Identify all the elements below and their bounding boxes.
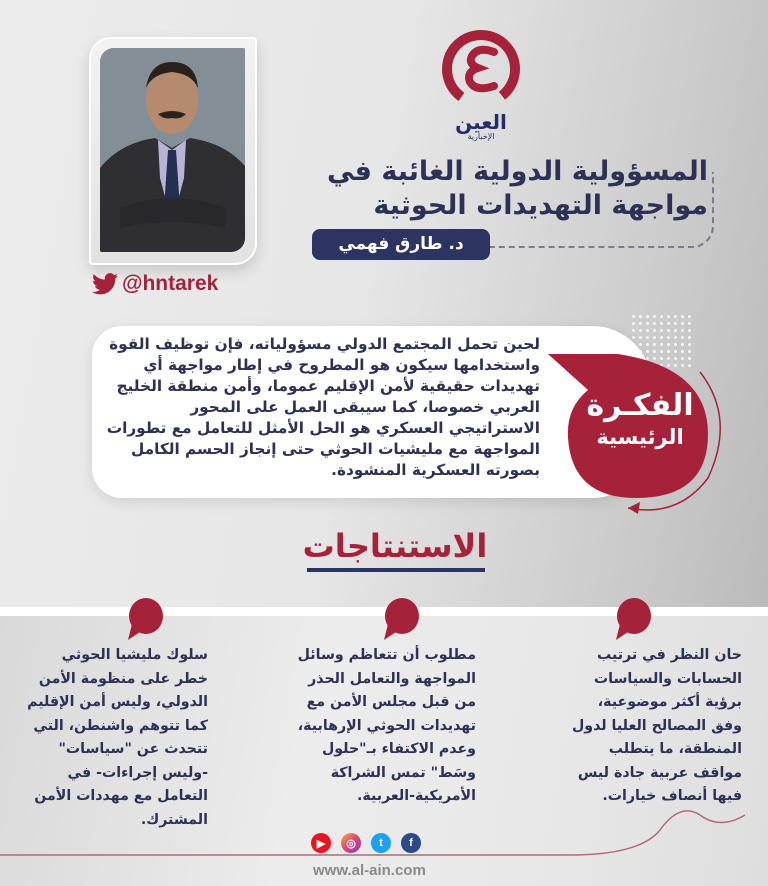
conclusion-item-3: سلوك مليشيا الحوثي خطر على منظومة الأمن الدولي، وليس أمن الإقليم كما تتوهم واشنطن، التي تتحدث عن "سياسات" -وليس إجراءات- في التعامل مع مهددات الأمن المشترك. bbox=[27, 647, 208, 828]
author-name: د. طارق فهمي bbox=[312, 229, 490, 260]
speech-bubble-icon bbox=[124, 596, 164, 646]
twitter-handle-text: @hntarek bbox=[122, 272, 219, 295]
logo-subtext: الإخبارية bbox=[467, 132, 495, 141]
badge-line-2: الرئيسية bbox=[596, 425, 684, 449]
instagram-icon[interactable]: ◎ bbox=[341, 833, 361, 853]
speech-bubble-icon bbox=[612, 596, 652, 646]
facebook-icon[interactable]: f bbox=[401, 833, 421, 853]
conclusion-item-2: مطلوب أن تتعاظم وسائل المواجهة والتعامل الحذر من قبل مجلس الأمن مع تهديدات الحوثي الإرهابية، وعدم الاكتفاء بـ"حلول وسَط" تمس الشراكة الأمريكية-العربية. bbox=[297, 647, 476, 804]
al-ain-emblem-icon bbox=[438, 28, 524, 108]
al-ain-logo bbox=[438, 28, 524, 141]
website-link[interactable]: www.al-ain.com bbox=[313, 862, 426, 879]
main-idea-badge-label bbox=[580, 388, 700, 450]
twitter-icon bbox=[92, 273, 118, 295]
badge-line-1: الفكـرة bbox=[586, 388, 694, 423]
twitter-handle[interactable] bbox=[92, 272, 218, 296]
conclusion-item-1: حان النظر في ترتيب الحسابات والسياسات برؤية أكثر موضوعية، وفق المصالح العليا لدول المنطقة، ما يتطلب مواقف عربية جادة ليس فيها أنصاف خيارات. bbox=[571, 647, 742, 804]
speech-bubble-icon bbox=[380, 596, 420, 646]
twitter-icon[interactable]: t bbox=[371, 833, 391, 853]
social-links bbox=[311, 833, 421, 853]
logo-text: العين bbox=[455, 110, 507, 134]
author-photo bbox=[100, 48, 245, 252]
conclusions-title: الاستنتاجات bbox=[302, 527, 488, 565]
conclusions-underline bbox=[307, 568, 485, 572]
main-idea-text: لحين تحمل المجتمع الدولي مسؤولياته، فإن توظيف القوة واستخدامها سيكون هو المطروح في إطار مواجهة أي تهديدات حقيقية لأمن الإقليم عموما، وأمن منطقة الخليج العربي خصوصا، كما سيبقى العمل على المحور الاستراتيجي العسكري هو الحل الأمثل للتعامل مع تطورات المواجهة مع مليشيات الحوثي حتى إنجاز الحسم الكامل بصورته العسكرية المنشودة. bbox=[106, 335, 540, 479]
youtube-icon[interactable]: ▶ bbox=[311, 833, 331, 853]
article-title: المسؤولية الدولية الغائبة في مواجهة التهديدات الحوثية bbox=[326, 156, 708, 221]
